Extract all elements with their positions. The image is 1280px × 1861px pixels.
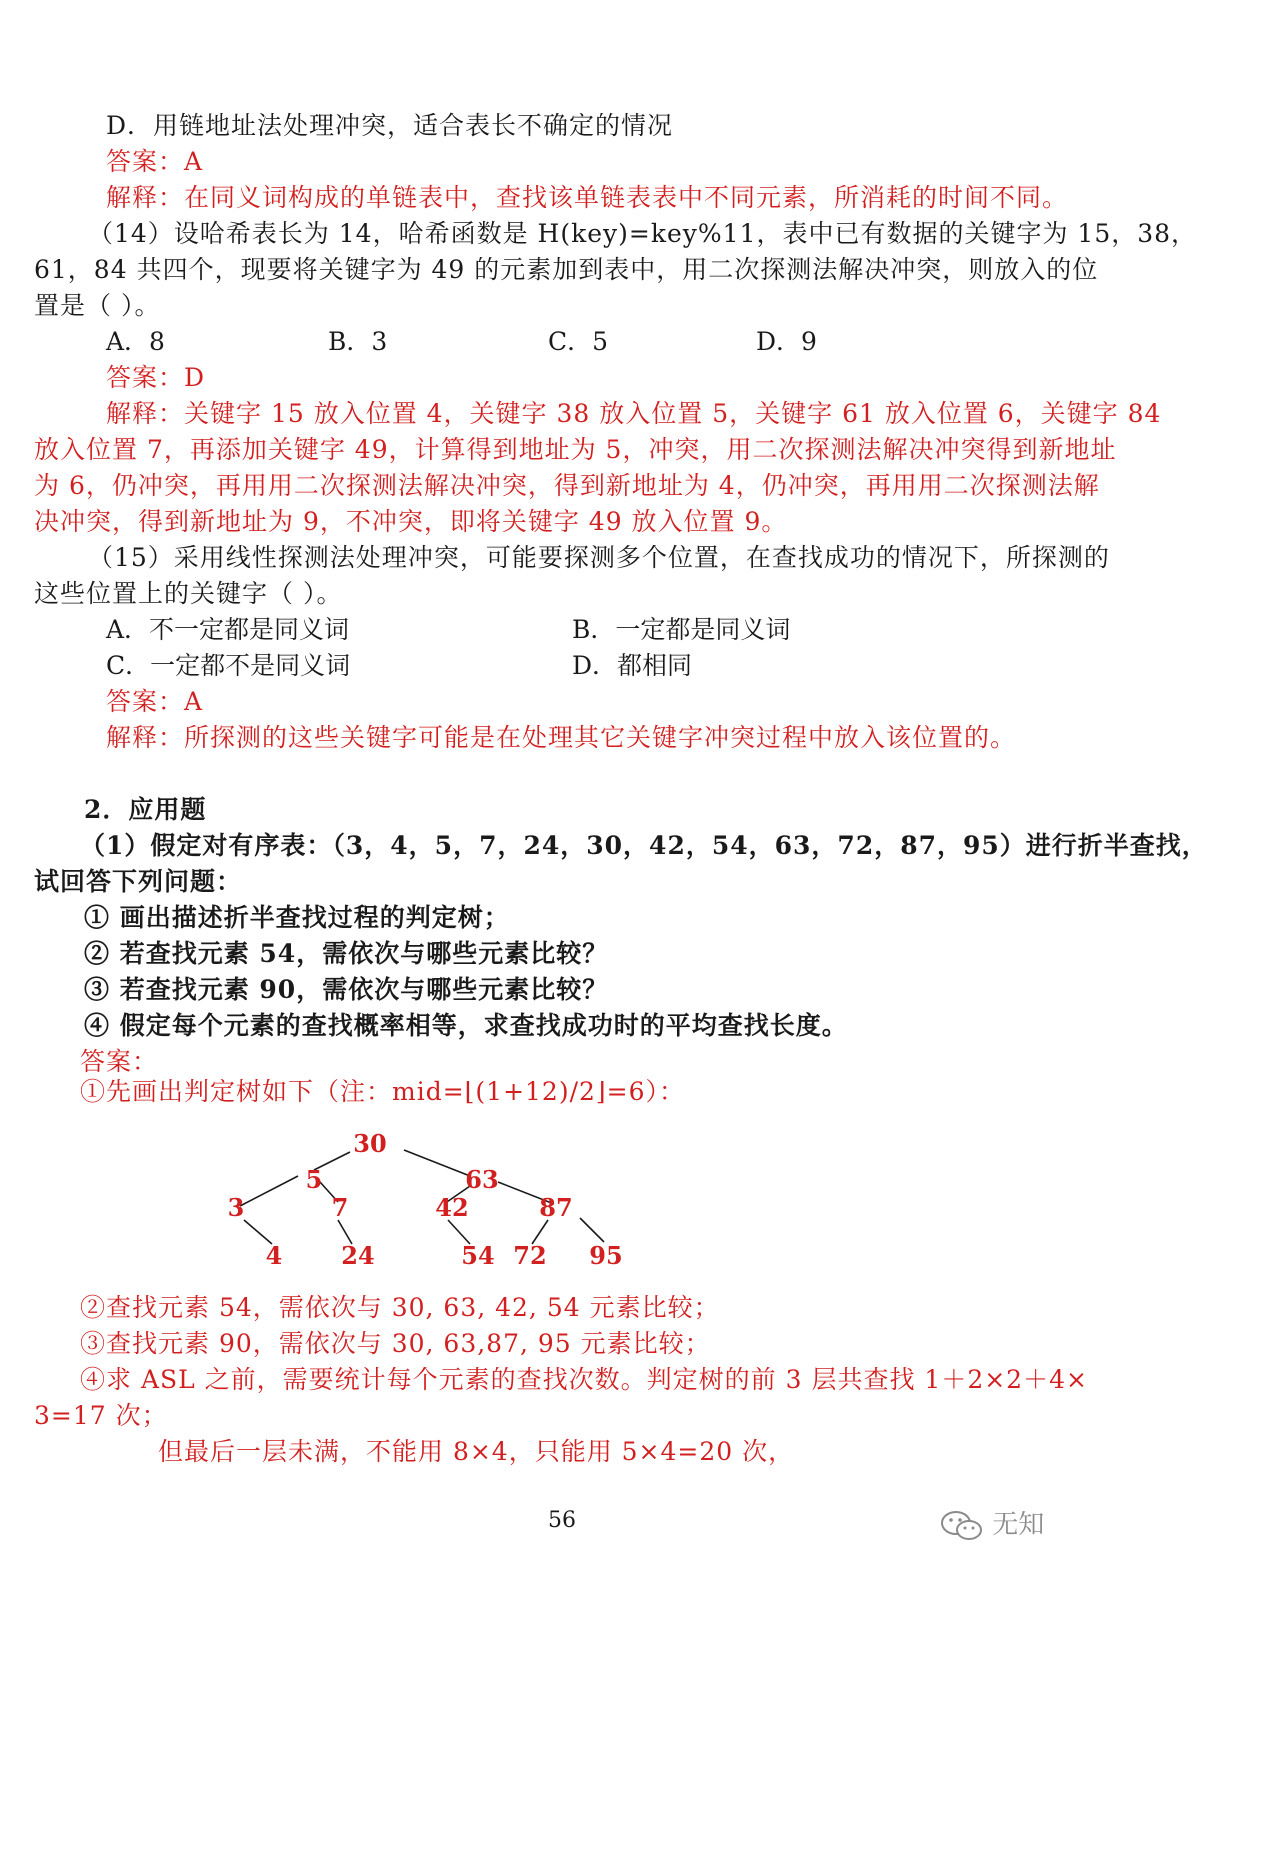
section2-answer-line-3: ③查找元素 90，需依次与 30, 63,87, 95 元素比较；: [80, 1329, 711, 1358]
section-heading: 2．应用题: [84, 795, 207, 824]
watermark-text: 无知: [992, 1510, 1045, 1540]
section2-answer-line-5: 3=17 次；: [34, 1401, 168, 1430]
tree-node-5: 5: [305, 1165, 323, 1194]
section2-item-4: ④ 假定每个元素的查找概率相等，求查找成功时的平均查找长度。: [84, 1011, 848, 1040]
section2-stem-line-2: 试回答下列问题：: [34, 867, 243, 896]
q14-option-b: B．3: [328, 327, 388, 356]
section2-answer-label: 答案：: [80, 1047, 159, 1076]
q14-option-a: A．8: [106, 327, 165, 356]
tree-node-72: 72: [513, 1241, 547, 1270]
wechat-icon: [940, 1509, 984, 1543]
q15-option-d: D．都相同: [572, 651, 693, 680]
section2-item-1: ① 画出描述折半查找过程的判定树；: [84, 903, 510, 932]
tree-node-63: 63: [465, 1165, 499, 1194]
tree-node-3: 3: [227, 1193, 245, 1222]
section2-item-3: ③ 若查找元素 90，需依次与哪些元素比较？: [84, 975, 609, 1004]
q14-explanation-line-2: 放入位置 7，再添加关键字 49，计算得到地址为 5，冲突，用二次探测法解决冲突得到新地址: [34, 435, 1117, 464]
q14-option-d: D．9: [756, 327, 817, 356]
q15-option-a: A．不一定都是同义词: [106, 615, 350, 644]
q14-explanation-line-4: 决冲突，得到新地址为 9，不冲突，即将关键字 49 放入位置 9。: [34, 507, 788, 536]
q14-answer: 答案：D: [106, 363, 206, 392]
tree-node-87: 87: [539, 1193, 573, 1222]
q15-explanation: 解释：所探测的这些关键字可能是在处理其它关键字冲突过程中放入该位置的。: [106, 723, 1017, 752]
decision-tree-diagram: [0, 1120, 1280, 1280]
tree-node-42: 42: [435, 1193, 469, 1222]
q15-stem-line-2: 这些位置上的关键字（ ）。: [34, 579, 343, 608]
q14-explanation-line-3: 为 6，仍冲突，再用用二次探测法解决冲突，得到新地址为 4，仍冲突，再用用二次探测法解: [34, 471, 1100, 500]
q15-stem-line-1: （15）采用线性探测法处理冲突，可能要探测多个位置，在查找成功的情况下，所探测的: [88, 543, 1110, 572]
q14-stem-line-1: （14）设哈希表长为 14，哈希函数是 H(key)=key%11，表中已有数据的关键字为 15，38，: [88, 219, 1198, 248]
section2-answer-line-2: ②查找元素 54，需依次与 30, 63, 42, 54 元素比较；: [80, 1293, 720, 1322]
q13-answer: 答案：A: [106, 147, 204, 176]
q14-explanation-line-1: 解释：关键字 15 放入位置 4，关键字 38 放入位置 5，关键字 61 放入位置 6，关键字 84: [106, 399, 1162, 428]
q14-stem-line-3: 置是（ ）。: [34, 291, 161, 320]
tree-node-24: 24: [341, 1241, 375, 1270]
q15-option-b: B．一定都是同义词: [572, 615, 791, 644]
section2-answer-line-1: ①先画出判定树如下（注：mid=⌊(1+12)/2⌋=6）：: [80, 1077, 686, 1106]
section2-answer-line-4: ④求 ASL 之前，需要统计每个元素的查找次数。判定树的前 3 层共查找 1＋2×2＋4×: [80, 1365, 1088, 1394]
tree-node-54: 54: [461, 1241, 495, 1270]
section2-answer-line-6: 但最后一层未满，不能用 8×4，只能用 5×4=20 次，: [158, 1437, 795, 1466]
page-number: 56: [548, 1508, 576, 1533]
q15-answer: 答案：A: [106, 687, 204, 716]
tree-edge-5-3: [240, 1176, 298, 1206]
q13-option-d: D．用链地址法处理冲突，适合表长不确定的情况: [106, 111, 674, 140]
q14-option-c: C．5: [548, 327, 609, 356]
tree-edge-87-95: [580, 1218, 604, 1242]
tree-node-95: 95: [589, 1241, 623, 1270]
q13-explanation: 解释：在同义词构成的单链表中，查找该单链表表中不同元素，所消耗的时间不同。: [106, 183, 1069, 212]
section2-item-2: ② 若查找元素 54，需依次与哪些元素比较？: [84, 939, 609, 968]
q15-option-c: C．一定都不是同义词: [106, 651, 351, 680]
tree-node-4: 4: [265, 1241, 283, 1270]
tree-node-30: 30: [353, 1129, 387, 1158]
section2-stem-line-1: （1）假定对有序表：（3，4，5，7，24，30，42，54，63，72，87，95）进行折半查找，: [80, 831, 1208, 860]
watermark: [940, 1504, 1044, 1543]
tree-node-7: 7: [331, 1193, 349, 1222]
q14-stem-line-2: 61，84 共四个，现要将关键字为 49 的元素加到表中，用二次探测法解决冲突，则放入的位: [34, 255, 1099, 284]
tree-edge-30-63: [404, 1150, 470, 1176]
